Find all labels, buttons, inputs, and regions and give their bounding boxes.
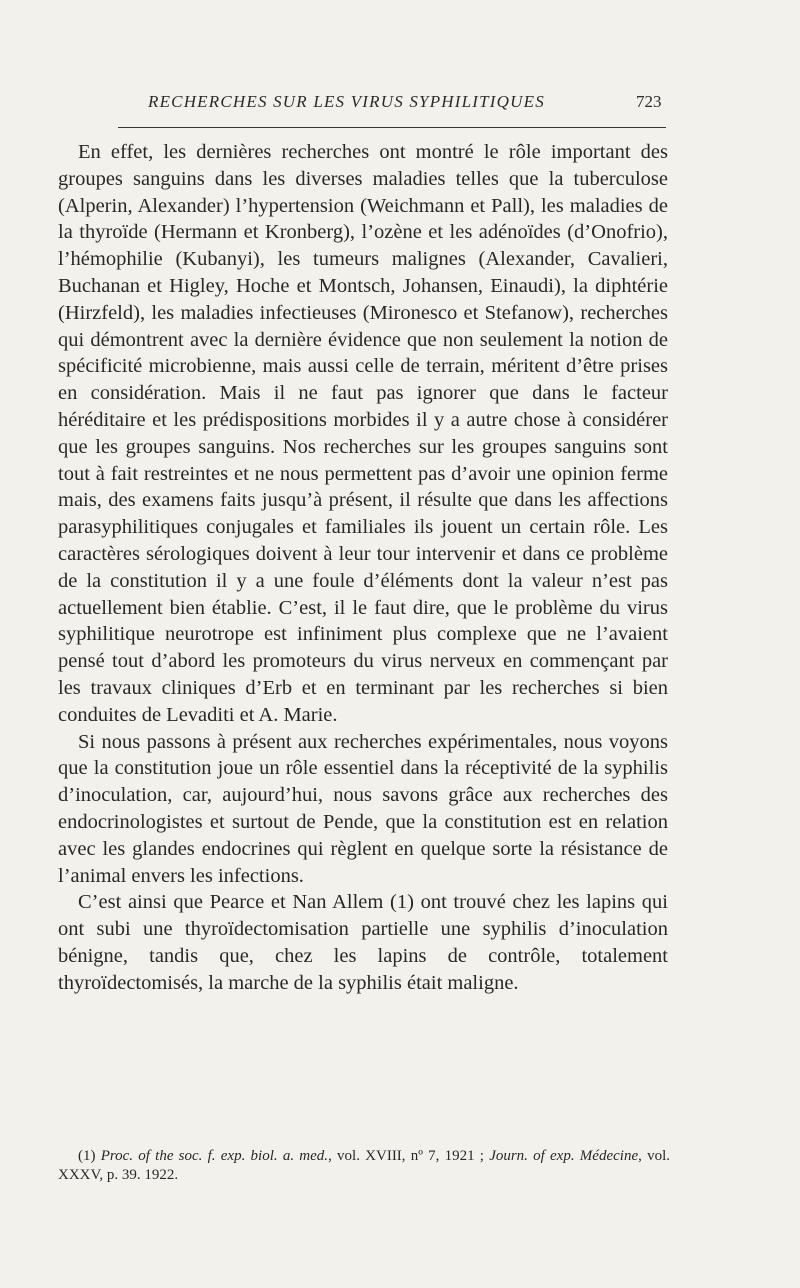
- footnote-journal-2: Journ. of exp. Médecine: [489, 1148, 639, 1164]
- footnote-marker: (1): [78, 1148, 101, 1164]
- footnote-journal-1: Proc. of the soc. f. exp. biol. a. med.: [100, 1148, 329, 1164]
- header-rule: [118, 127, 666, 128]
- body-text: [58, 139, 668, 997]
- footnote-ref-2: , vol. XXXV, p. 39. 1922.: [58, 1148, 670, 1183]
- paragraph-1: En effet, les dernières recherches ont montré le rôle important des groupes sanguins dans les diverses maladies telles que la tuberculose (Alperin, Alexander) l’hypertension (Weichmann et Pall), les maladies de la thyroïde (Hermann et Kronberg), l’ozène et les adénoïdes (d’Onofrio), l’hémophilie (Kubanyi), les tumeurs malignes (Alexander, Cavalieri, Buchanan et Higley, Hoche et Montsch, Johansen, Einaudi), la diphtérie (Hirzfeld), les maladies infectieuses (Mironesco et Stefanow), recherches qui démontrent avec la dernière évidence que non seulement la notion de spécificité microbienne, mais aussi celle de terrain, méritent d’être prises en considération. Mais il ne faut pas ignorer que dans le facteur héréditaire et les prédispositions morbides il y a autre chose à considérer que les groupes sanguins. Nos recherches sur les groupes sanguins sont tout à fait restreintes et ne nous permettent pas d’avoir une opinion ferme mais, des examens faits jusqu’à présent, il résulte que dans les affections parasyphilitiques conjugales et familiales ils jouent un certain rôle. Les caractères sérologiques doivent à leur tour intervenir et dans ce problème de la constitution il y a une foule d’éléments dont la valeur n’est pas actuellement bien établie. C’est, il le faut dire, que le problème du virus syphilitique neurotrope est infiniment plus complexe que ne l’avaient pensé tout d’abord les promoteurs du virus nerveux en commençant par les travaux cliniques d’Erb et en terminant par les recherches si bien conduites de Levaditi et A. Marie.: [58, 141, 668, 726]
- footnote-ref-1: , vol. XVIII, nº 7, 1921 ;: [328, 1148, 490, 1164]
- footnote: [58, 1147, 670, 1185]
- page-number: 723: [636, 92, 662, 111]
- paragraph-2: Si nous passons à présent aux recherches expérimentales, nous voyons que la constitution joue un rôle essentiel dans la réceptivité de la syphilis d’inoculation, car, aujourd’hui, nous savons grâce aux recherches des endocrinologistes et surtout de Pende, que la constitution est en relation avec les glandes endocrines qui règlent en quelque sorte la résistance de l’animal envers les infections.: [58, 730, 668, 887]
- paragraph-3: C’est ainsi que Pearce et Nan Allem (1) ont trouvé chez les lapins qui ont subi une thyroïdectomisation partielle une syphilis d’inoculation bénigne, tandis que, chez les lapins de contrôle, totalement thyroïdectomisés, la marche de la syphilis était maligne.: [58, 891, 668, 994]
- footnote-text: [58, 1147, 670, 1185]
- running-title: RECHERCHES SUR LES VIRUS SYPHILITIQUES: [148, 92, 545, 111]
